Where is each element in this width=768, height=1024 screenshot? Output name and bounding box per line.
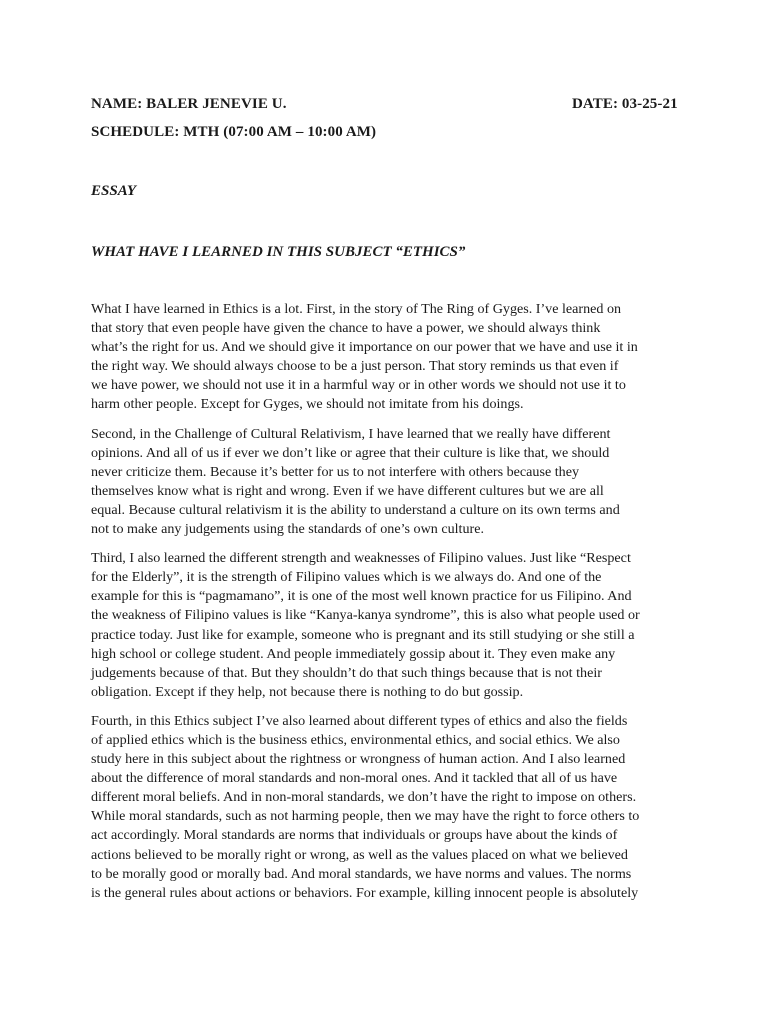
paragraph-line: judgements because of that. But they shouldn’t do that such things because that is not their <box>91 664 602 681</box>
paragraph-2 <box>91 425 683 540</box>
paragraph-line: obligation. Except if they help, not because there is nothing to do but gossip. <box>91 683 524 700</box>
essay-date: DATE: 03-25-21 <box>572 96 678 112</box>
paragraph-line: different moral beliefs. And in non-moral standards, we don’t have the right to impose on others. <box>91 789 637 806</box>
paragraph-4 <box>91 712 683 903</box>
essay-title: WHAT HAVE I LEARNED IN THIS SUBJECT “ETHICS” <box>91 244 466 260</box>
paragraph-line: What I have learned in Ethics is a lot. First, in the story of The Ring of Gyges. I’ve learned on <box>91 301 622 317</box>
paragraph-line: actions believed to be morally right or wrong, as well as the values placed on what we believed <box>91 846 628 863</box>
paragraph-line: not to make any judgements using the standards of one’s own culture. <box>91 521 484 538</box>
paragraph-line: about the difference of moral standards and non-moral ones. And it tackled that all of us have <box>91 770 618 787</box>
paragraph-line: of applied ethics which is the business ethics, environmental ethics, and social ethics. We also <box>91 731 620 748</box>
paragraph-line: to be morally good or morally bad. And moral standards, we have norms and values. The norms <box>91 865 632 882</box>
paragraph-line: study here in this subject about the rightness or wrongness of human action. And I also learned <box>91 751 626 768</box>
paragraph-line: act accordingly. Moral standards are norms that individuals or groups have about the kinds of <box>91 827 618 844</box>
paragraph-line: harm other people. Except for Gyges, we should not imitate from his doings. <box>91 396 524 413</box>
paragraph-line: we have power, we should not use it in a harmful way or in other words we should not use it to <box>91 377 626 394</box>
paragraph-line: the right way. We should always choose to be a just person. That story reminds us that even if <box>91 358 619 375</box>
paragraph-line: Third, I also learned the different strength and weaknesses of Filipino values. Just like “Respect <box>91 550 631 567</box>
class-schedule: SCHEDULE: MTH (07:00 AM – 10:00 AM) <box>91 124 377 140</box>
paragraph-line: While moral standards, such as not harming people, then we may have the right to force others to <box>91 808 640 825</box>
paragraph-3 <box>91 549 683 702</box>
essay-body <box>91 300 683 913</box>
paragraph-line: is the general rules about actions or behaviors. For example, killing innocent people is absolutely <box>91 884 639 901</box>
paragraph-line: equal. Because cultural relativism it is the ability to understand a culture on its own terms and <box>91 501 620 518</box>
paragraph-line: Second, in the Challenge of Cultural Relativism, I have learned that we really have different <box>91 425 611 442</box>
student-name: NAME: BALER JENEVIE U. <box>91 96 287 112</box>
header-schedule-row <box>91 123 691 141</box>
paragraph-line: high school or college student. And people immediately gossip about it. They even make any <box>91 645 616 662</box>
paragraph-line: never criticize them. Because it’s better for us to not interfere with others because they <box>91 463 580 480</box>
paragraph-1 <box>91 300 683 415</box>
paragraph-line: opinions. And all of us if ever we don’t like or agree that their culture is like that, we should <box>91 444 610 461</box>
essay-label: ESSAY <box>91 183 137 199</box>
paragraph-line: what’s the right for us. And we should give it importance on our power that we have and use it in <box>91 339 638 356</box>
paragraph-line: Fourth, in this Ethics subject I’ve also learned about different types of ethics and also the fields <box>91 712 628 729</box>
paragraph-line: for the Elderly”, it is the strength of Filipino values which is we always do. And one of the <box>91 569 602 586</box>
paragraph-line: example for this is “pagmamano”, it is one of the most well known practice for us Filipino. And <box>91 588 632 605</box>
paragraph-line: that story that even people have given the chance to have a power, we should always think <box>91 320 601 337</box>
paragraph-line: the weakness of Filipino values is like “Kanya-kanya syndrome”, this is also what people used or <box>91 607 640 624</box>
paragraph-line: practice today. Just like for example, someone who is pregnant and its still studying or she still a <box>91 626 635 643</box>
paragraph-line: themselves know what is right and wrong. Even if we have different cultures but we are all <box>91 482 604 499</box>
header-name-date-row <box>91 95 691 113</box>
